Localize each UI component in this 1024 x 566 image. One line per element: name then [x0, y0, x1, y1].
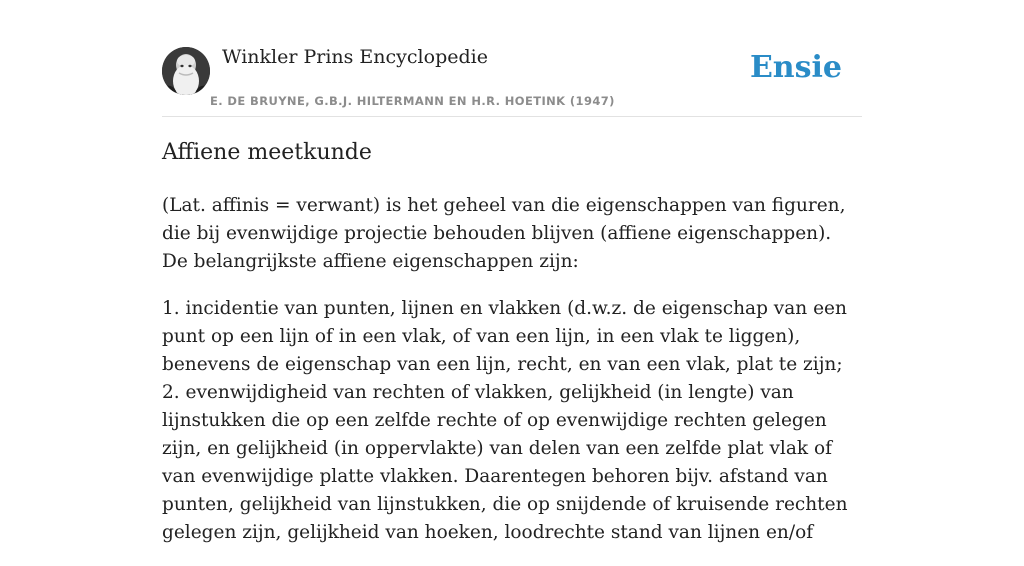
article-paragraph: 1. incidentie van punten, lijnen en vlakken (d.w.z. de eigenschap van een punt op een lijn of in een vlak, of van een lijn, in een vlak te liggen), benevens de eigenschap van een lijn, recht, en van een vlak, plat te zijn; 2. evenwijdigheid van rechten of vlakken, gelijkheid (in lengte) van lijnstukken die op een zelfde rechte of op evenwijdige rechten gelegen zijn, en gelijkheid (in oppervlakte) van delen van een zelfde plat vlak of van evenwijdige platte vlakken. Daarentegen behoren bijv. afstand van punten, gelijkheid van lijnstukken, die op snijdende of kruisende rechten gelegen zijn, gelijkheid van hoeken, loodrechte stand van lijnen en/of [162, 298, 848, 543]
avatar[interactable] [162, 47, 210, 95]
source-authors: E. DE BRUYNE, G.B.J. HILTERMANN EN H.R. HOETINK (1947) [210, 94, 615, 108]
article-title: Affiene meetkunde [162, 140, 372, 165]
page [162, 0, 862, 543]
brand-logo[interactable]: Ensie [749, 50, 842, 85]
article-body [162, 192, 862, 566]
bearded-man-portrait-icon [162, 47, 210, 95]
source-header [162, 0, 862, 117]
source-title[interactable]: Winkler Prins Encyclopedie [222, 46, 488, 68]
article-paragraph: (Lat. affinis = verwant) is het geheel van die eigenschappen van figuren, die bij evenwijdige projectie behouden blijven (affiene eigenschappen). De belangrijkste affiene eigenschappen zijn: [162, 195, 846, 272]
